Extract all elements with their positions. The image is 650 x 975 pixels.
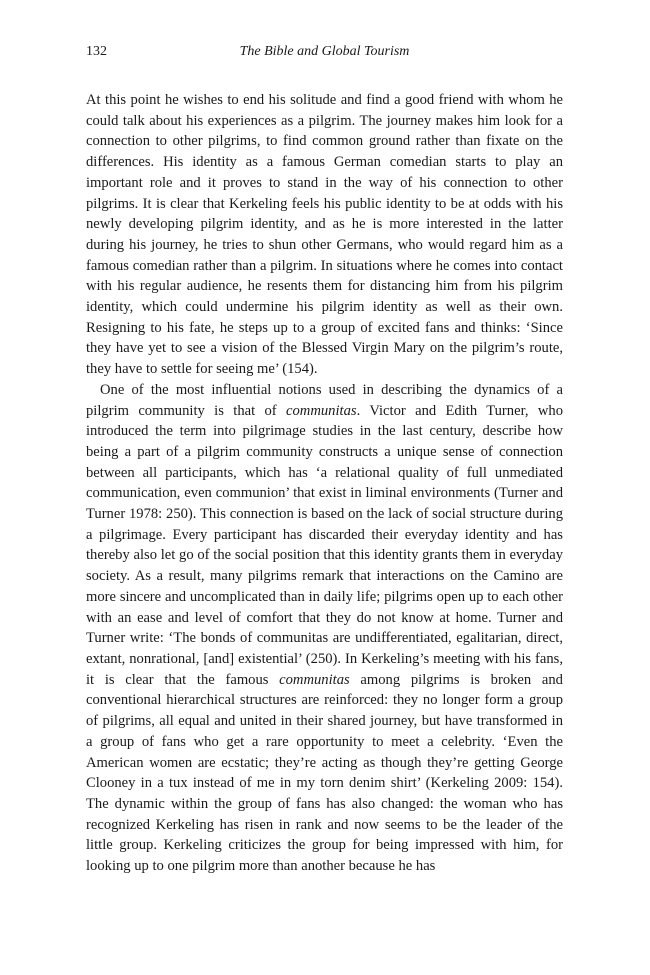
running-head [86, 44, 563, 64]
paragraph-text: At this point he wishes to end his solitude and find a good friend with whom he could talk about his experiences as a pilgrim. The journey makes him look for a connection to other pilgrims, to find common ground rather than fixate on the differences. His identity as a famous German comedian starts to play an important role and it proves to stand in the way of his connection to other pilgrims. It is clear that Kerkeling feels his public identity to be at odds with his newly developing pilgrim identity, and as he is more interested in the latter during his journey, he tries to shun other Germans, who would regard him as a famous comedian rather than a pilgrim. In situations where he comes into contact with his regular audience, he resents them for distancing him from his pilgrim identity, which could undermine his pilgrim identity as well as their own. Resigning to his fate, he steps up to a group of excited fans and thinks: ‘Since they have yet to see a vision of the Blessed Virgin Mary on the pilgrim’s route, they have to settle for seeing me’ (154). [86, 92, 563, 378]
page-number: 132 [86, 44, 107, 59]
paragraph-2 [86, 380, 563, 877]
paragraph-text: One of the most influential notions used in describing the dynamics of a pilgrim community is that of [86, 381, 563, 419]
body-text [86, 90, 563, 877]
paragraph-text: among pilgrims is broken and conventional hierarchical structures are reinforced: they no longer form a group of pilgrims, all equal and united in their shared journey, but have transformed in a group of fans who get a rare opportunity to meet a celebrity. ‘Even the American women are ecstatic; they’re acting as though they’re getting George Clooney in a tux instead of me in my torn denim shirt’ (Kerkeling 2009: 154). The dynamic within the group of fans has also changed: the woman who has recognized Kerkeling has risen in rank and now seems to be the leader of the little group. Kerkeling criticizes the group for being impressed with him, for looking up to one pilgrim more than another because he has [86, 671, 563, 875]
italic-term: communitas [286, 402, 357, 419]
running-title: The Bible and Global Tourism [239, 44, 410, 59]
paragraph-1 [86, 90, 563, 380]
italic-term: communitas [279, 671, 350, 688]
paragraph-text: . Victor and Edith Turner, who introduced the term into pilgrimage studies in the last century, describe how being a part of a pilgrim community constructs a unique sense of connection between all participants, which has ‘a relational quality of full unmediated communication, even communion’ that exist in liminal environments (Turner and Turner 1978: 250). This connection is based on the lack of social structure during a pilgrimage. Every participant has discarded their everyday identity and has thereby also let go of the social position that this identity grants them in everyday society. As a result, many pilgrims remark that interactions on the Camino are more sincere and uncomplicated than in daily life; pilgrims open up to each other with an ease and level of comfort that they do not know at home. Turner and Turner write: ‘The bonds of communitas are undifferentiated, egalitarian, direct, extant, nonrational, [and] existential’ (250). In Kerkeling’s meeting with his fans, it is clear that the famous [86, 402, 563, 688]
